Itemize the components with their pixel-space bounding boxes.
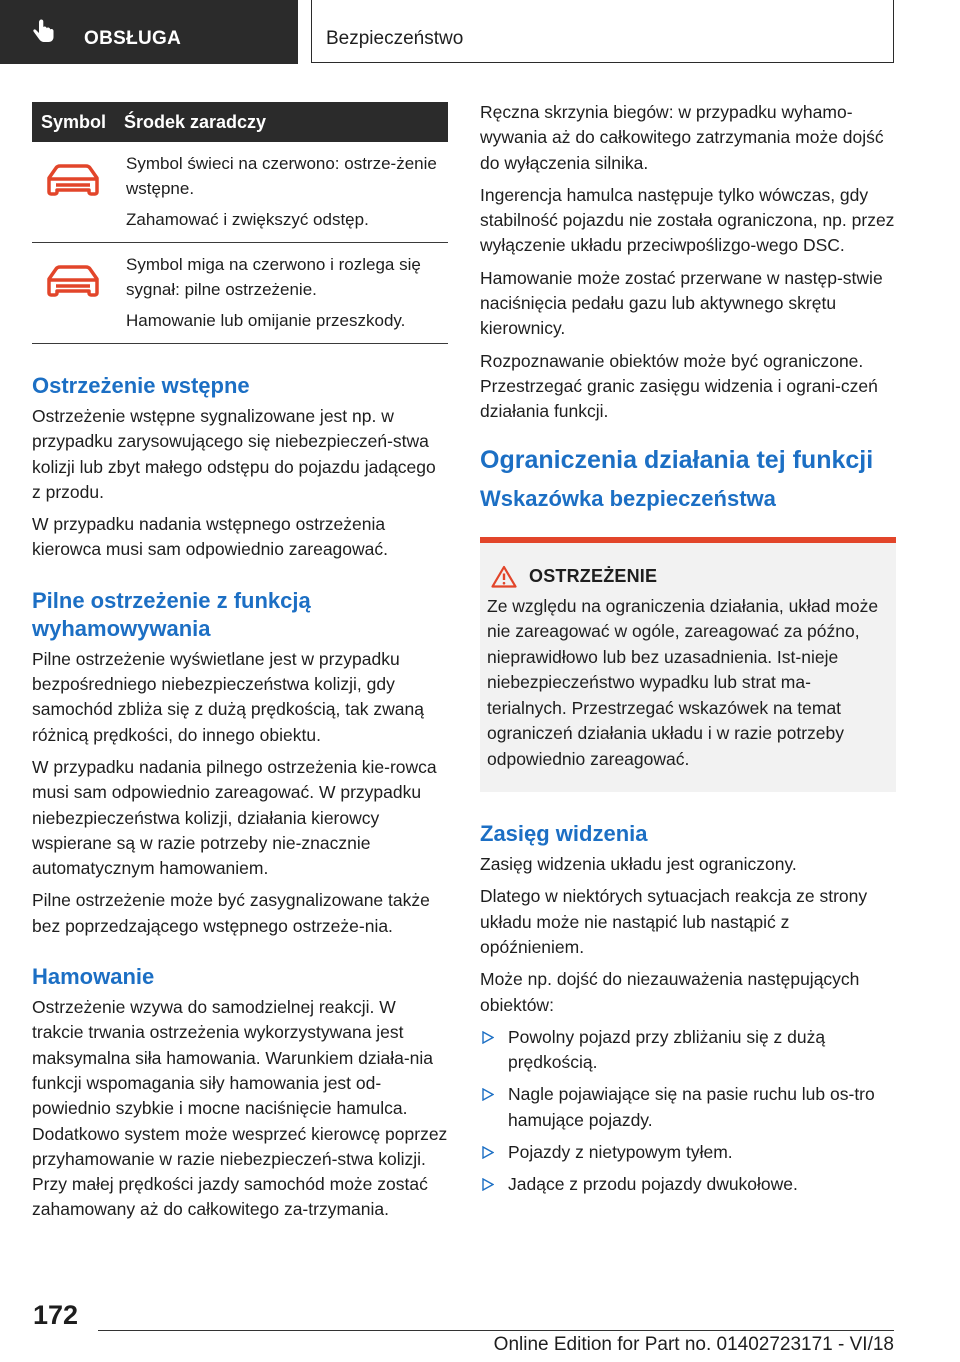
hand-pointer-icon: [30, 18, 58, 46]
chapter-tab: [311, 0, 894, 63]
left-column: [32, 102, 448, 1230]
table-row: [32, 142, 448, 243]
table-row: [32, 243, 448, 344]
paragraph: Ostrzeżenie wstępne sygnalizowane jest np. w przypadku zarysowującego się niebezpieczeń-stwa kolizji lub zbyt małego odstępu do pojazdu jadącego z przodu.: [32, 406, 436, 502]
warning-text: Ze względu na ograniczenia działania, układ może nie zareagować w ogóle, zareagować za późno, nieprawidłowo lub bez uzasadnienia. Ist-nieje niebezpieczeństwo wypadku lub strat ma-terialnych. Przestrzegać wskazówek na temat ograniczeń działania układu i w razie potrzeby odpowiednio zareagować.: [487, 595, 879, 769]
heading-urgent-warning: Pilne ostrzeżenie z funkcją wyhamowywania: [32, 587, 311, 641]
warning-title: OSTRZEŻENIE: [529, 565, 658, 586]
col-remedy-header: Środek zaradczy: [124, 102, 448, 142]
symbol-table: [32, 102, 448, 344]
warning-box: [480, 537, 896, 793]
bullet-triangle-icon: [482, 1088, 494, 1101]
heading-range: Zasięg widzenia: [480, 821, 648, 847]
car-warning-icon: [44, 162, 102, 198]
paragraph: Rozpoznawanie obiektów może być ograniczone. Przestrzegać granic zasięgu widzenia i ograni-czeń działania funkcji.: [480, 350, 878, 422]
warning-triangle-icon: [491, 565, 517, 588]
table-cell-text: Zahamować i zwiększyć odstęp.: [126, 210, 369, 229]
paragraph: W przypadku nadania pilnego ostrzeżenia kie-rowca musi sam odpowiednio zareagować. W przypadku niebezpieczeństwa kolizji, działania kierowcy wspierane są w razie potrzeby nie-znacznie automatycznym hamowaniem.: [32, 756, 437, 879]
heading-prewarning: Ostrzeżenie wstępne: [32, 373, 250, 398]
paragraph: Ręczna skrzynia biegów: w przypadku wyhamo-wywania aż do całkowitego zatrzymania może dojść do wyłączenia silnika.: [480, 102, 884, 173]
paragraph: W przypadku nadania wstępnego ostrzeżenia kierowca musi sam odpowiednio zareagować.: [32, 514, 389, 560]
paragraph: Pilne ostrzeżenie wyświetlane jest w przypadku bezpośredniego niebezpieczeństwa kolizji, gdy samochód zbliża się z dużą prędkością, tak zwaną różnicą prędkości, do innego obiektu.: [32, 648, 425, 745]
paragraph: Dlatego w niektórych sytuacjach reakcja ze strony układu może nie nastąpić lub nastąpić z opóźnieniem.: [480, 886, 868, 957]
paragraph: Pilne ostrzeżenie może być zasygnalizowane także bez poprzedzającego wstępnego ostrzeże-nia.: [32, 890, 430, 936]
bullet-triangle-icon: [482, 1178, 494, 1191]
footer-divider: [98, 1330, 894, 1331]
list-item: Pojazdy z nietypowym tyłem.: [480, 1140, 896, 1165]
section-title: OBSŁUGA: [84, 28, 182, 49]
col-symbol-header: Symbol: [32, 102, 124, 142]
chapter-title: Bezpieczeństwo: [326, 28, 464, 49]
page-number: 172: [33, 1300, 79, 1330]
heading-safety-note: Wskazówka bezpieczeństwa: [480, 485, 776, 511]
bullet-list: [480, 1025, 896, 1198]
table-cell-text: Hamowanie lub omijanie przeszkody.: [126, 311, 406, 330]
car-warning-icon: [44, 263, 102, 299]
paragraph: Ingerencja hamulca następuje tylko wówczas, gdy stabilność pojazdu nie została ograniczona, np. przez wyłączenie układu przeciwpoślizgo-wego DSC.: [480, 184, 895, 256]
edition-footer: Online Edition for Part no. 01402723171 - VI/18: [493, 1334, 894, 1355]
list-item: Powolny pojazd przy zbliżaniu się z dużą prędkością.: [480, 1025, 896, 1076]
bullet-triangle-icon: [482, 1031, 494, 1044]
paragraph: Zasięg widzenia układu jest ograniczony.: [480, 854, 797, 875]
heading-limits: Ograniczenia działania tej funkcji: [480, 445, 874, 474]
table-cell-text: Symbol świeci na czerwono: ostrze-żenie wstępne.: [126, 154, 437, 198]
bullet-triangle-icon: [482, 1146, 494, 1159]
right-column: [480, 100, 896, 1205]
list-item: Jadące z przodu pojazdy dwukołowe.: [480, 1172, 896, 1197]
paragraph: Może np. dojść do niezauważenia następujących obiektów:: [480, 969, 860, 1015]
paragraph: Hamowanie może zostać przerwane w następ-stwie naciśnięcia pedału gazu lub aktywnego skrętu kierownicy.: [480, 267, 883, 339]
section-tab: [0, 0, 298, 64]
list-item: Nagle pojawiające się na pasie ruchu lub os-tro hamujące pojazdy.: [480, 1082, 896, 1133]
table-cell-text: Symbol miga na czerwono i rozlega się sygnał: pilne ostrzeżenie.: [126, 255, 421, 299]
paragraph: Ostrzeżenie wzywa do samodzielnej reakcji. W trakcie trwania ostrzeżenia wykorzystywana jest maksymalna siła hamowania. Warunkiem działa-nia funkcji wspomagania siły hamowania jest od-powiednio szybkie i mocne naciśnięcie hamulca. Dodatkowo system może wesprzeć kierowcę poprzez przyhamowanie w razie niebezpieczeń-stwa kolizji. Przy małej prędkości jazdy samochód może zostać zahamowany aż do całkowitego za-trzymania.: [32, 997, 448, 1220]
heading-braking: Hamowanie: [32, 964, 155, 990]
table-header-row: [32, 102, 448, 142]
